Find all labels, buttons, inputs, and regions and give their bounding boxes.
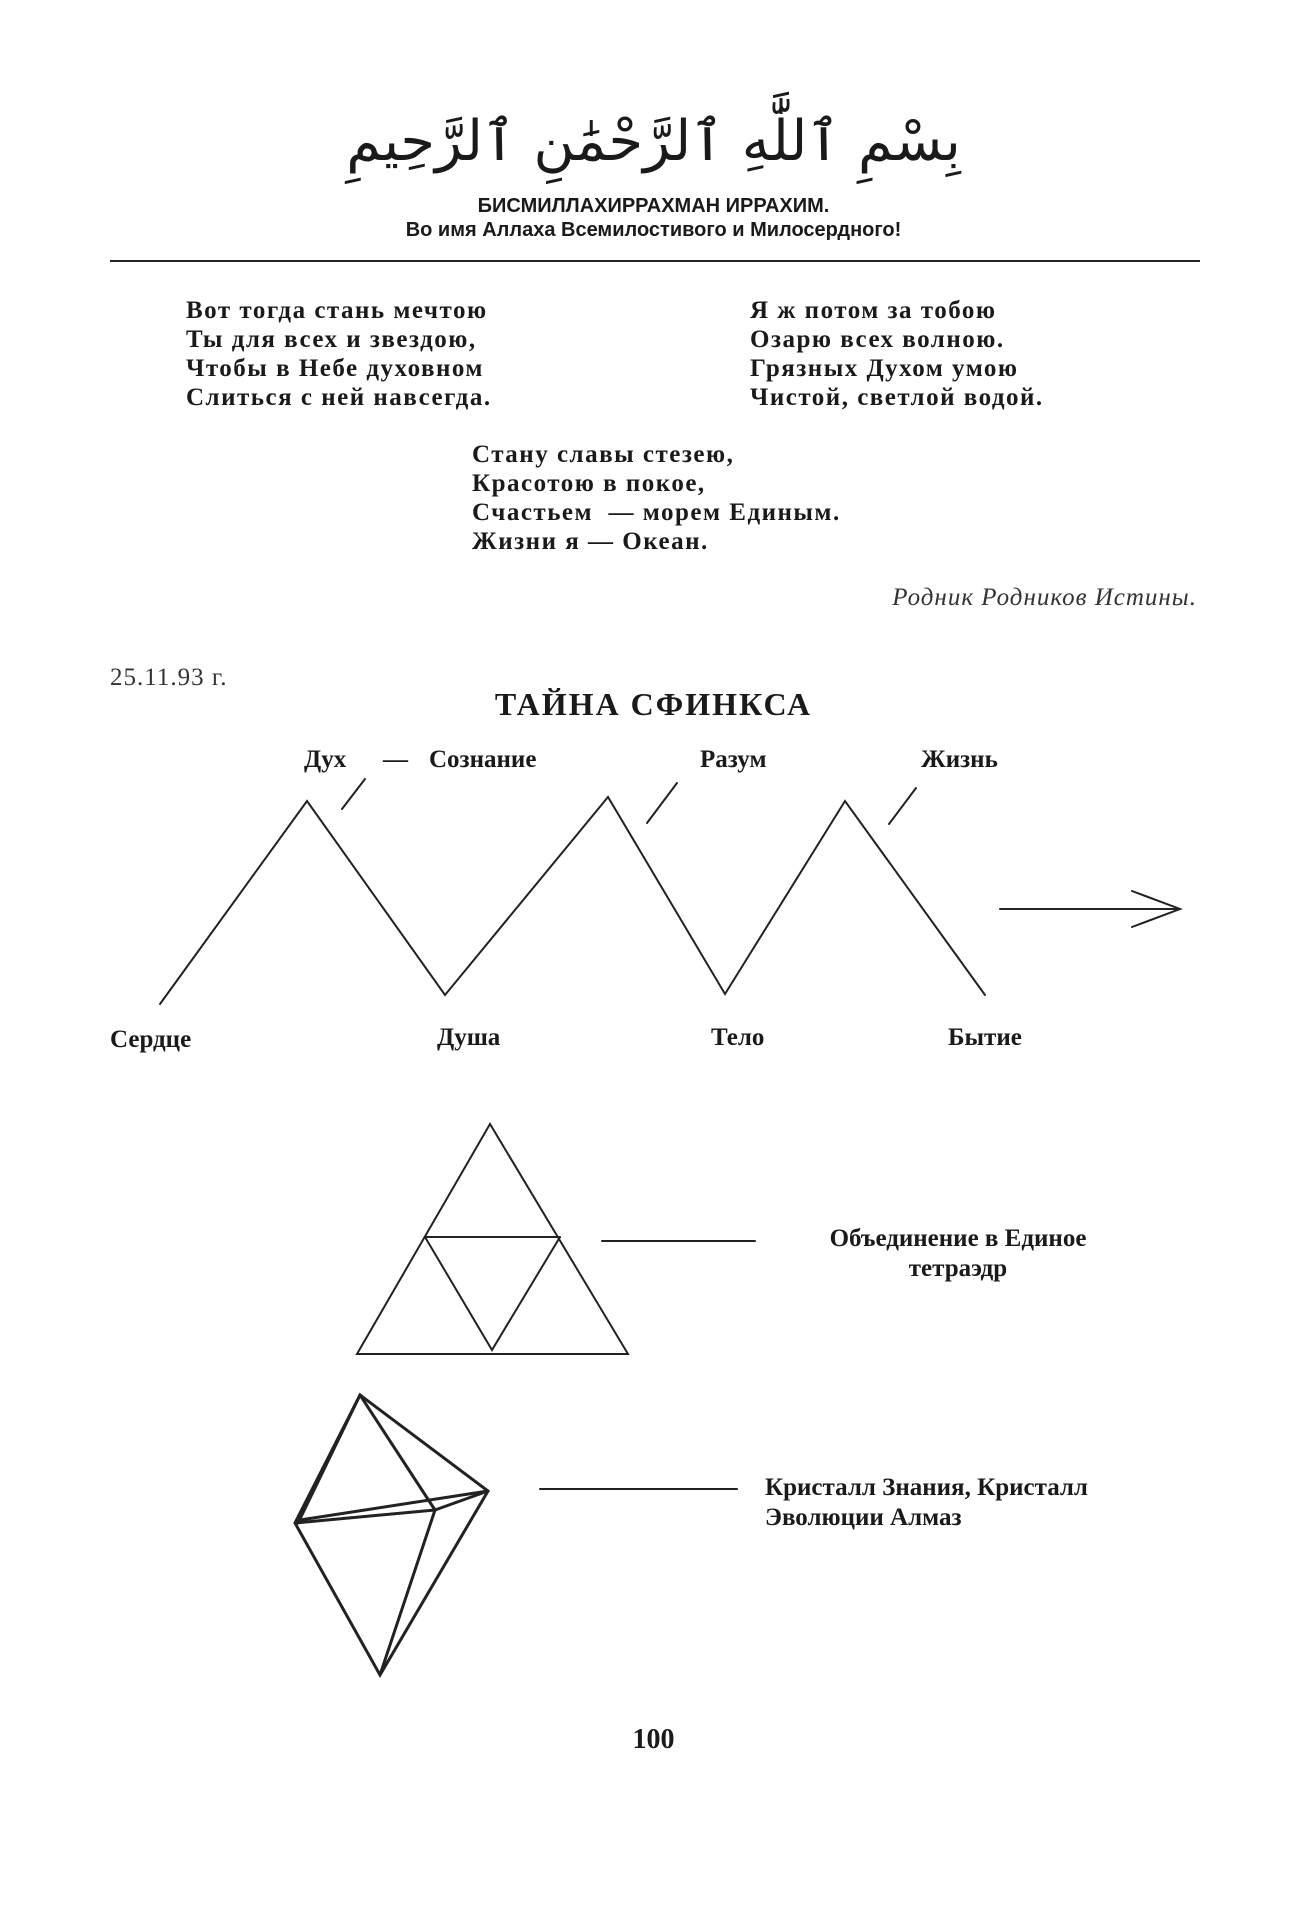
crystal-edge [360, 1395, 435, 1510]
page-number: 100 [632, 1724, 675, 1755]
zigzag-line [160, 797, 985, 1004]
poem-line: Стану славы стезею, [472, 441, 735, 468]
crystal-edge [298, 1395, 360, 1523]
pointer-line [889, 788, 916, 824]
poem-line: Я ж потом за тобою [750, 297, 997, 324]
caption-line: Объединение в Единое [829, 1225, 1087, 1252]
label-body: Тело [711, 1024, 765, 1051]
triangle-outer [357, 1124, 628, 1354]
triangle-inner [425, 1237, 560, 1350]
label-consciousness: Сознание [429, 746, 537, 773]
tetrahedron-caption [780, 1224, 1136, 1284]
caption-line: Кристалл Знания, Кристалл [765, 1474, 1088, 1501]
poem-line: Грязных Духом умою [750, 355, 1019, 382]
label-spirit: Дух [304, 746, 347, 773]
pointer-line [647, 783, 677, 823]
poem-line: Слиться с ней навсегда. [186, 384, 492, 411]
label-heart: Сердце [110, 1026, 192, 1053]
crystal-caption [765, 1473, 1088, 1533]
entry-date: 25.11.93 г. [110, 664, 228, 691]
caption-line: Эволюции Алмаз [765, 1504, 962, 1531]
header-subtitle: Во имя Аллаха Всемилостивого и Милосердного! [405, 219, 902, 241]
poem-line: Чтобы в Небе духовном [186, 355, 484, 382]
poem-line: Жизни я — Океан. [472, 528, 709, 555]
poem-line: Озарю всех волною. [750, 326, 1005, 353]
poem-line: Ты для всех и звездою, [186, 326, 477, 353]
pointer-line [342, 779, 365, 809]
poem-line: Красотою в покое, [472, 470, 706, 497]
label-life: Жизнь [921, 746, 998, 773]
caption-line: тетраэдр [908, 1255, 1008, 1282]
label-dash: — [383, 746, 408, 773]
poem-attribution: Родник Родников Истины. [892, 584, 1197, 611]
poem-line: Вот тогда стань мечтою [186, 297, 488, 324]
label-soul: Душа [437, 1024, 501, 1051]
label-reason: Разум [700, 746, 767, 773]
label-being: Бытие [948, 1024, 1022, 1051]
bismillah-calligraphy: بِسْمِ ٱللَّٰهِ ٱلرَّحْمَٰنِ ٱلرَّحِيمِ [346, 109, 961, 174]
header-title: БИСМИЛЛАХИРРАХМАН ИРРАХИМ. [477, 195, 830, 217]
poem-line: Счастьем — морем Единым. [472, 499, 841, 526]
page-title: ТАЙНА СФИНКСА [494, 686, 813, 722]
crystal-outline-icon [295, 1395, 488, 1675]
crystal-edge [300, 1491, 488, 1520]
poem-line: Чистой, светлой водой. [750, 384, 1044, 411]
